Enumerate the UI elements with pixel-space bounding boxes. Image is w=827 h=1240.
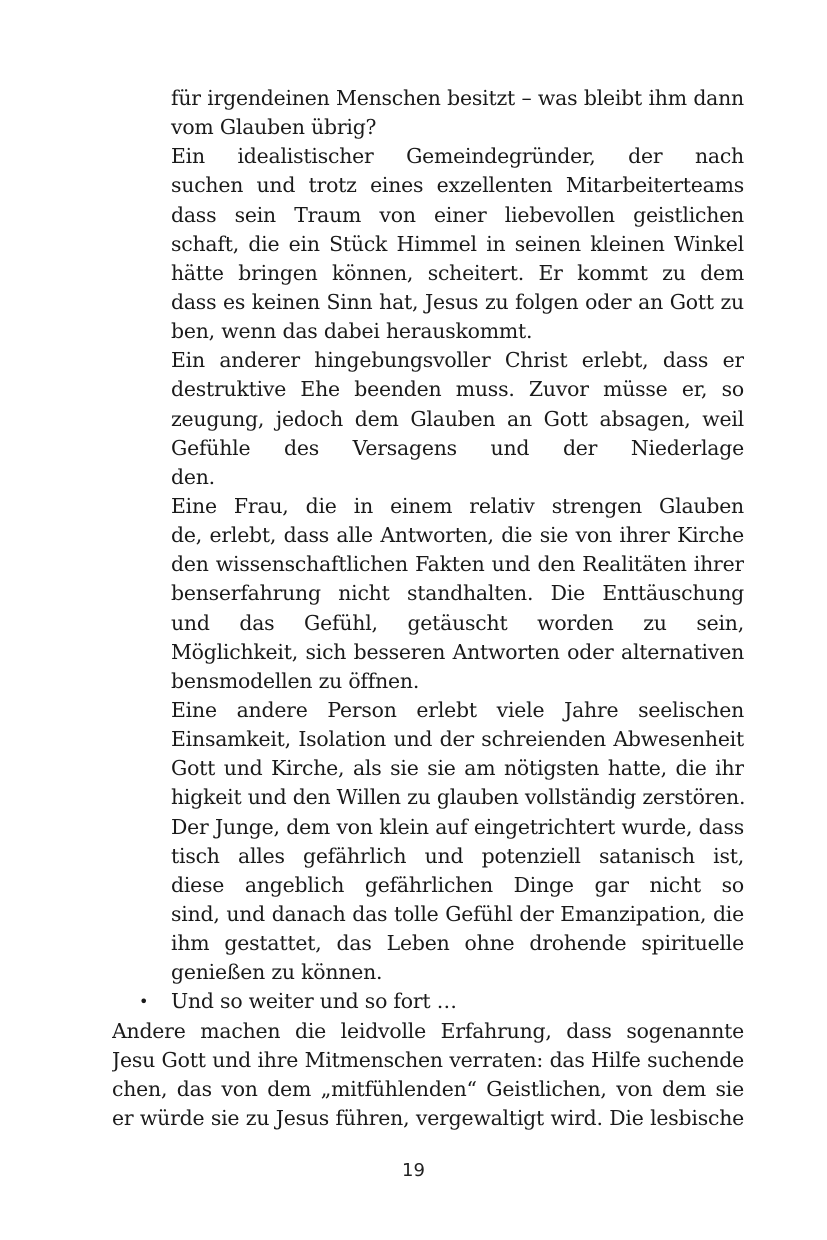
text-line: Möglichkeit, sich besseren Antworten oder alternativen <box>171 639 744 664</box>
text-line: higkeit und den Willen zu glauben vollständig zerstören. <box>171 785 746 810</box>
text-line: Der Junge, dem von klein auf eingetrichtert wurde, dass <box>171 814 744 839</box>
page-body <box>112 84 744 1133</box>
text-line: den wissenschaftlichen Fakten und den Realitäten ihrer <box>171 552 744 577</box>
text-line: • Und so weiter und so fort … <box>171 987 744 1016</box>
text-line: dass sein Traum von einer liebevollen geistlichen <box>171 202 744 227</box>
text-line: ihm gestattet, das Leben ohne drohende spirituelle <box>171 931 744 956</box>
text-line: und das Gefühl, getäuscht worden zu sein, <box>171 610 744 635</box>
page-number: 19 <box>402 1160 425 1181</box>
text-line: Einsamkeit, Isolation und der schreienden Abwesenheit <box>171 727 744 752</box>
text-line: diese angeblich gefährlichen Dinge gar nicht so <box>171 872 744 897</box>
text-line: benserfahrung nicht standhalten. Die Enttäuschung <box>171 581 744 606</box>
text-line: Eine andere Person erlebt viele Jahre seelischen <box>171 697 744 722</box>
bullet-icon: • <box>139 992 149 1012</box>
text-line: zeugung, jedoch dem Glauben an Gott absagen, weil <box>171 406 744 431</box>
list-item <box>112 346 744 492</box>
text-line: Gott und Kirche, als sie sie am nötigsten hatte, die ihr <box>171 756 744 781</box>
text-line: Andere machen die leidvolle Erfahrung, dass sogenannte <box>112 1018 744 1043</box>
text-line: genießen zu können. <box>171 960 383 985</box>
list-item <box>112 142 744 346</box>
text-line: de, erlebt, dass alle Antworten, die sie von ihrer Kirche <box>171 523 744 548</box>
list-item <box>112 696 744 813</box>
text-line: schaft, die ein Stück Himmel in seinen kleinen Winkel <box>171 231 744 256</box>
text-line: bensmodellen zu öffnen. <box>171 668 420 693</box>
text-line: suchen und trotz eines exzellenten Mitarbeiterteams <box>171 173 744 198</box>
list-item <box>112 492 744 696</box>
text-line: er würde sie zu Jesus führen, vergewaltigt wird. Die lesbische <box>112 1105 744 1130</box>
text-line: Ein idealistischer Gemeindegründer, der nach <box>171 144 744 169</box>
text-line: destruktive Ehe beenden muss. Zuvor müsse er, so <box>171 377 744 402</box>
text-line: ben, wenn das dabei herauskommt. <box>171 319 533 344</box>
text-line: tisch alles gefährlich und potenziell satanisch ist, <box>171 843 744 868</box>
text-line: den. <box>171 464 215 489</box>
text-line: vom Glauben übrig? <box>171 115 377 140</box>
text-line: Jesu Gott und ihre Mitmenschen verraten: das Hilfe suchende <box>112 1047 744 1072</box>
text-line: Ein anderer hingebungsvoller Christ erlebt, dass er <box>171 348 744 373</box>
text-line: chen, das von dem „mitfühlenden“ Geistlichen, von dem sie <box>112 1076 744 1101</box>
list-item <box>112 987 744 1016</box>
text-line: hätte bringen können, scheitert. Er kommt zu dem <box>171 260 744 285</box>
paragraph <box>112 1017 744 1134</box>
text-line: sind, und danach das tolle Gefühl der Emanzipation, die <box>171 901 744 926</box>
text-line: für irgendeinen Menschen besitzt – was bleibt ihm dann <box>171 86 744 110</box>
text-line: dass es keinen Sinn hat, Jesus zu folgen oder an Gott zu <box>171 289 744 314</box>
text-line: Gefühle des Versagens und der Niederlage <box>171 435 744 460</box>
text-line: Eine Frau, die in einem relativ strengen Glauben <box>171 493 744 518</box>
list-item <box>112 813 744 988</box>
